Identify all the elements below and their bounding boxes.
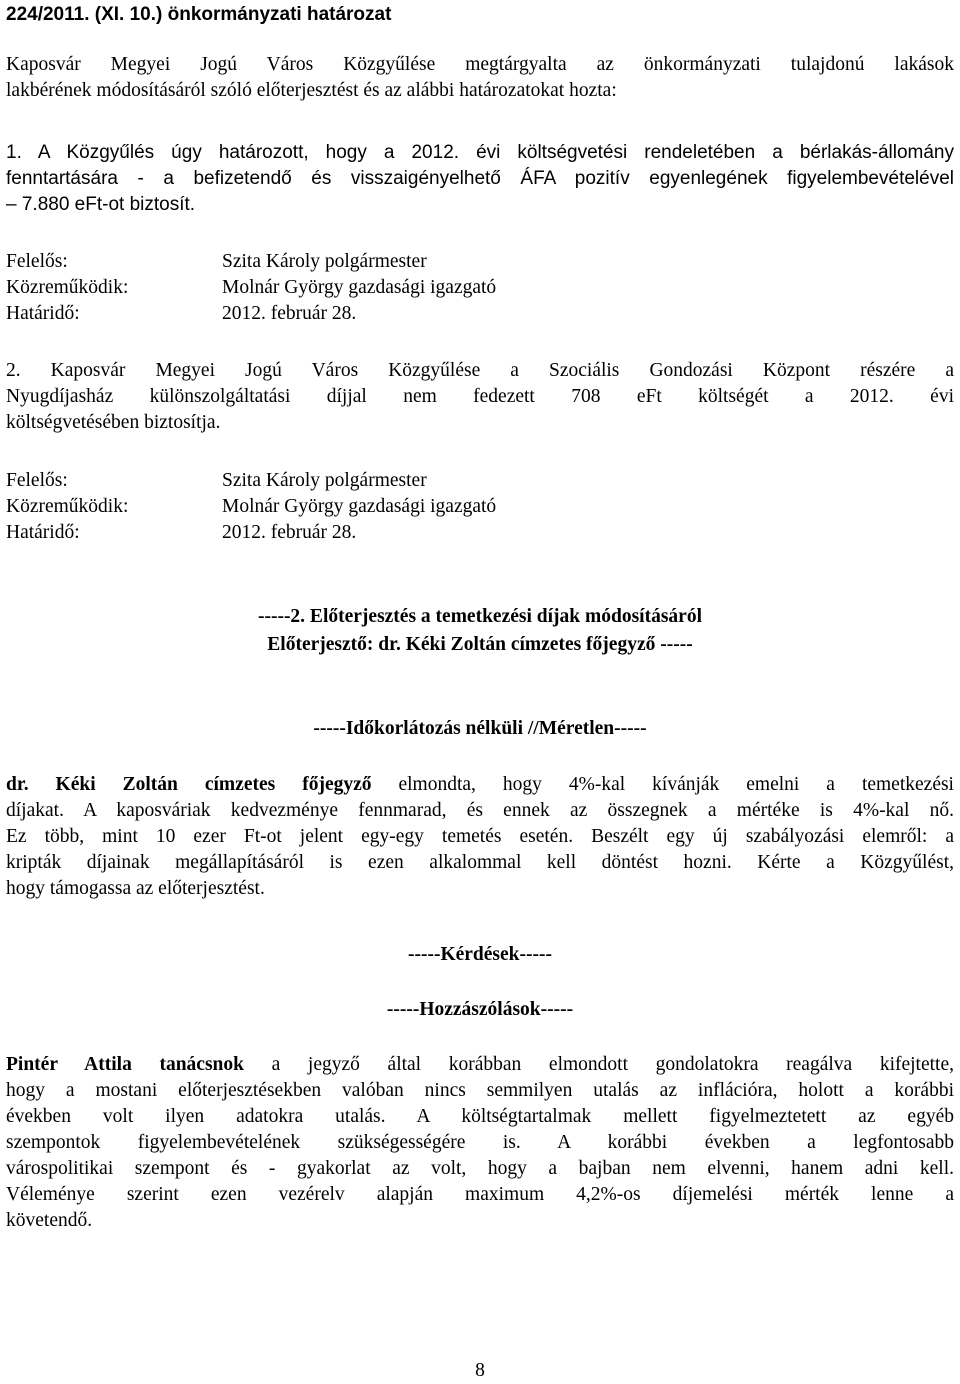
speech-text: elmondta, hogy 4%-kal kívánják emelni a temetkezési [371, 774, 954, 795]
text-line: hogy a mostani előterjesztésekben valóban nincs semmilyen utalás az inflációra, holott a korábbi [6, 1080, 954, 1101]
text-line: várospolitikai szempont és - gyakorlat az volt, hogy a bajban nem elvenni, hanem adni kell. [6, 1158, 954, 1179]
text-line: követendő. [6, 1210, 93, 1231]
hatarido-value: 2012. február 28. [222, 522, 357, 543]
comments-heading: -----Hozzászólások----- [386, 999, 574, 1020]
kozremukodik-value: Molnár György gazdasági igazgató [222, 496, 497, 517]
text-line: szempontok figyelembevételének szükségességére is. A korábbi években a legfontosabb [6, 1132, 954, 1153]
text-line: költségvetésében biztosítja. [6, 412, 221, 433]
item-1-paragraph [6, 140, 954, 218]
kozremukodik-label: Közreműködik: [6, 277, 129, 298]
speaker-name: Pintér Attila tanácsnok [6, 1054, 244, 1075]
speech-text: a jegyző által korábban elmondott gondolatokra reagálva kifejtette, [244, 1054, 954, 1075]
text-line: Nyugdíjasház különszolgáltatási díjjal nem fedezett 708 eFt költségét a 2012. évi [6, 386, 954, 407]
kozremukodik-row [6, 494, 706, 520]
felelos-row [6, 249, 706, 275]
text-line [6, 1052, 954, 1078]
text-line: lakbérének módosításáról szóló előterjesztést és az alábbi határozatokat hozta: [6, 80, 617, 101]
text-line: díjakat. A kaposváriak kedvezménye fennmarad, és ennek az összegnek a mértéke is 4%-kal nő. [6, 800, 954, 821]
hatarido-row [6, 301, 706, 327]
hatarido-value: 2012. február 28. [222, 303, 357, 324]
text-line: hogy támogassa az előterjesztést. [6, 878, 265, 899]
text-line: Kaposvár Megyei Jogú Város Közgyűlése megtárgyalta az önkormányzati tulajdonú lakások [6, 54, 954, 75]
hatarido-label: Határidő: [6, 303, 80, 324]
text-line: – 7.880 eFt-ot biztosít. [6, 194, 196, 215]
felelos-value: Szita Károly polgármester [222, 470, 427, 491]
questions-heading: -----Kérdések----- [407, 944, 552, 965]
text-line [6, 772, 954, 798]
felelos-row [6, 468, 706, 494]
kozremukodik-label: Közreműködik: [6, 496, 129, 517]
item-2-paragraph [6, 358, 954, 436]
text-line: 2. Kaposvár Megyei Jogú Város Közgyűlése a Szociális Gondozási Központ részére a [6, 360, 954, 381]
text-line: kripták díjainak megállapításáról is ezen alkalommal kell döntést hozni. Kérte a Közgyűlést, [6, 852, 954, 873]
felelos-value: Szita Károly polgármester [222, 251, 427, 272]
hatarido-label: Határidő: [6, 522, 80, 543]
resolution-heading: 224/2011. (XI. 10.) önkormányzati határozat [6, 4, 392, 25]
felelos-label: Felelős: [6, 470, 68, 491]
felelos-label: Felelős: [6, 251, 68, 272]
agenda-item-presenter: Előterjesztő: dr. Kéki Zoltán címzetes főjegyző ----- [267, 634, 693, 655]
hatarido-row [6, 520, 706, 546]
agenda-item-title: -----2. Előterjesztés a temetkezési díjak módosításáról [257, 606, 703, 627]
speech-1-paragraph [6, 772, 954, 902]
responsibility-block-2 [6, 468, 706, 546]
time-limit-note: -----Időkorlátozás nélküli //Méretlen----- [313, 718, 647, 739]
intro-paragraph [6, 52, 954, 104]
speech-2-paragraph [6, 1052, 954, 1234]
text-line: 1. A Közgyűlés úgy határozott, hogy a 2012. évi költségvetési rendeletében a bérlakás-állomány [6, 142, 954, 163]
text-line: években volt ilyen adatokra utalás. A költségtartalmak mellett figyelmeztetett az egyéb [6, 1106, 954, 1127]
responsibility-block-1 [6, 249, 706, 327]
text-line: fenntartására - a befizetendő és visszaigényelhető ÁFA pozitív egyenlegének figyelembevételével [6, 168, 954, 189]
kozremukodik-value: Molnár György gazdasági igazgató [222, 277, 497, 298]
speaker-name: dr. Kéki Zoltán címzetes főjegyző [6, 774, 372, 795]
text-line: Ez több, mint 10 ezer Ft-ot jelent egy-egy temetés esetén. Beszélt egy új szabályozási elemről: a [6, 826, 954, 847]
kozremukodik-row [6, 275, 706, 301]
text-line: Véleménye szerint ezen vezérelv alapján maximum 4,2%-os díjemelési mérték lenne a [6, 1184, 954, 1205]
page-number: 8 [475, 1360, 485, 1381]
